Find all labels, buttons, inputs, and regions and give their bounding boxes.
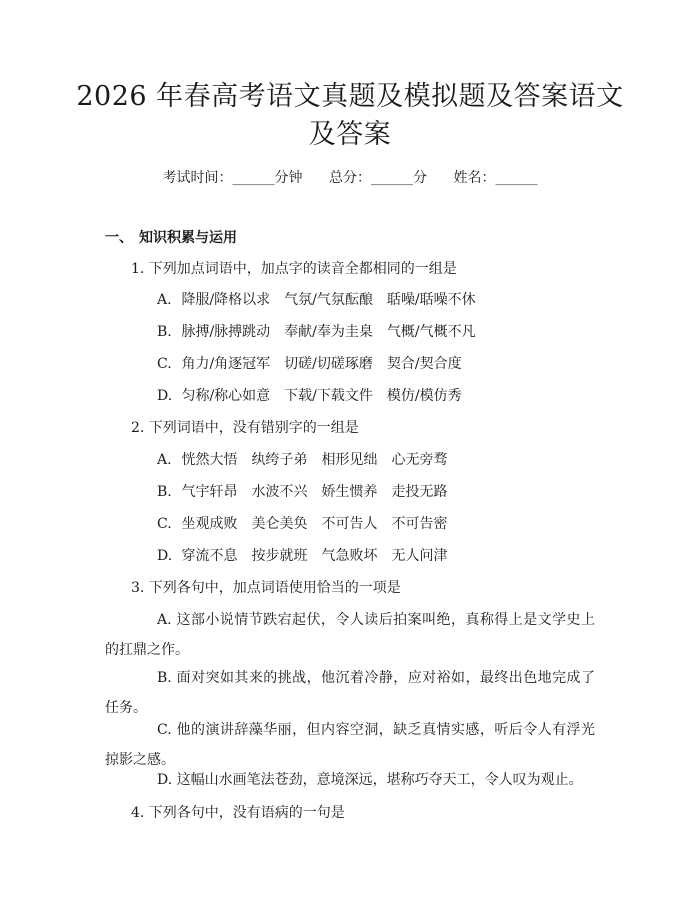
option-item: 走投无路 bbox=[391, 484, 448, 500]
option-letter: A. bbox=[157, 292, 172, 308]
question-2-option-a bbox=[157, 450, 461, 470]
question-1-option-c bbox=[157, 354, 476, 374]
question-1-stem: 1. 下列加点词语中，加点字的读音全都相同的一组是 bbox=[131, 261, 457, 277]
name-field: 姓名：______ bbox=[453, 170, 538, 186]
option-letter: D. bbox=[157, 548, 173, 564]
option-item: 穿流不息 bbox=[181, 548, 238, 564]
option-item: 纨绔子弟 bbox=[251, 452, 308, 468]
option-item: 相形见绌 bbox=[321, 452, 378, 468]
option-item: 聒噪/聒噪不休 bbox=[386, 292, 476, 308]
option-item: 模仿/模仿秀 bbox=[386, 388, 462, 404]
option-item: 不可告人 bbox=[321, 516, 378, 532]
title-line-1: 2026 年春高考语文真题及模拟题及答案语文 bbox=[76, 81, 624, 112]
option-item: 切磋/切磋琢磨 bbox=[284, 356, 373, 372]
option-item: 契合/契合度 bbox=[386, 356, 462, 372]
option-letter: A. bbox=[157, 452, 172, 468]
question-2-option-c bbox=[157, 514, 461, 534]
question-2-option-b bbox=[157, 482, 461, 502]
option-item: 气急败坏 bbox=[321, 548, 378, 564]
question-3-stem: 3. 下列各句中，加点词语使用恰当的一项是 bbox=[131, 580, 401, 596]
option-letter: C. bbox=[157, 516, 172, 532]
option-item: 脉搏/脉搏跳动 bbox=[181, 324, 271, 340]
question-3-option-c: C. 他的演讲辞藻华丽，但内容空洞，缺乏真情实感，听后令人有浮光掠影之感。 bbox=[105, 722, 595, 768]
title-line-2: 及答案 bbox=[308, 119, 392, 150]
question-4-stem: 4. 下列各句中，没有语病的一句是 bbox=[131, 805, 345, 821]
option-item: 下载/下载文件 bbox=[284, 388, 373, 404]
option-item: 美仑美奂 bbox=[251, 516, 308, 532]
question-1-option-d bbox=[157, 386, 476, 406]
option-item: 坐观成败 bbox=[181, 516, 238, 532]
option-item: 气宇轩昂 bbox=[181, 484, 238, 500]
question-2-stem: 2. 下列词语中，没有错别字的一组是 bbox=[131, 420, 359, 436]
option-item: 奉献/奉为圭臬 bbox=[284, 324, 373, 340]
option-item: 不可告密 bbox=[391, 516, 448, 532]
section-title: 知识积累与运用 bbox=[139, 230, 237, 246]
question-3-option-a: A. 这部小说情节跌宕起伏，令人读后拍案叫绝，真称得上是文学史上的扛鼎之作。 bbox=[105, 612, 595, 658]
option-item: 气概/气概不凡 bbox=[386, 324, 476, 340]
option-item: 匀称/称心如意 bbox=[181, 388, 271, 404]
question-1-option-b bbox=[157, 322, 490, 342]
option-item: 无人问津 bbox=[391, 548, 448, 564]
section-heading bbox=[105, 227, 237, 247]
option-item: 角力/角逐冠军 bbox=[181, 356, 271, 372]
question-3-option-b: B. 面对突如其来的挑战，他沉着冷静，应对裕如，最终出色地完成了任务。 bbox=[105, 670, 595, 716]
question-2-option-d bbox=[157, 546, 461, 566]
option-item: 按步就班 bbox=[251, 548, 308, 564]
option-item: 恍然大悟 bbox=[181, 452, 238, 468]
option-item: 水波不兴 bbox=[251, 484, 308, 500]
page-title bbox=[60, 78, 640, 154]
question-1-option-a bbox=[157, 290, 490, 310]
option-letter: C. bbox=[157, 356, 172, 372]
option-item: 心无旁骛 bbox=[391, 452, 448, 468]
option-letter: D. bbox=[157, 388, 173, 404]
option-item: 气氛/气氛酝酿 bbox=[284, 292, 373, 308]
option-item: 娇生惯养 bbox=[321, 484, 378, 500]
option-item: 降服/降格以求 bbox=[181, 292, 271, 308]
score-field: 总分：______分 bbox=[329, 170, 427, 186]
exam-meta bbox=[0, 168, 700, 188]
question-3-option-d: D. 这幅山水画笔法苍劲，意境深远，堪称巧夺天工，令人叹为观止。 bbox=[157, 772, 583, 788]
option-letter: B. bbox=[157, 324, 172, 340]
option-letter: B. bbox=[157, 484, 172, 500]
time-field: 考试时间：______分钟 bbox=[162, 170, 303, 186]
section-number: 一、 bbox=[105, 230, 133, 246]
